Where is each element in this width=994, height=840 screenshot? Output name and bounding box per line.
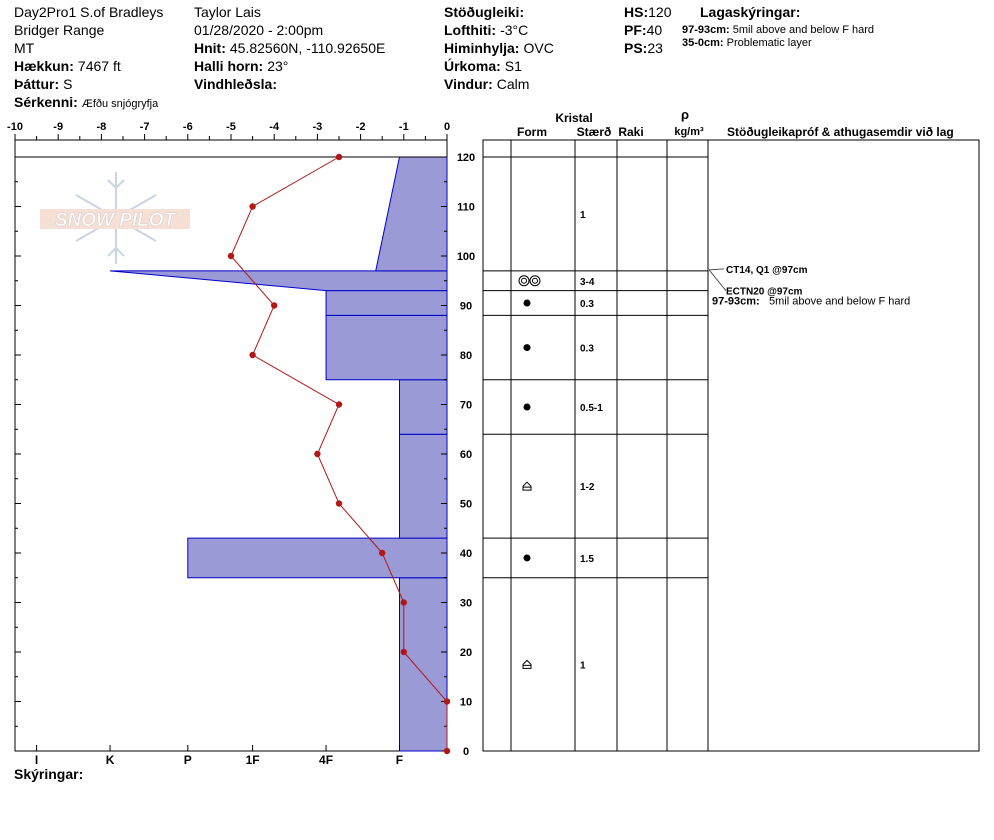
- height-tick-label: 0: [462, 746, 470, 758]
- height-tick-label: 80: [459, 350, 473, 362]
- layer-comment-range: 97-93cm:: [712, 295, 760, 308]
- temperature-point: [444, 698, 450, 704]
- features-label: Sérkenni:: [14, 94, 78, 110]
- ps-label: PS:: [624, 40, 648, 56]
- sky-value: OVC: [523, 40, 554, 56]
- legend-label: Skýringar:: [14, 766, 84, 782]
- hardness-tick-label: K: [105, 753, 115, 767]
- features-value: Æfðu snjógryfja: [81, 98, 159, 110]
- stability-header: Stöðugleikapróf & athugasemdir við lag: [727, 125, 954, 139]
- hardness-tick-label: P: [183, 753, 192, 767]
- location-name: Day2Pro1 S.of Bradleys: [14, 4, 164, 20]
- form-header: Form: [517, 125, 547, 139]
- surface-hoar-icon: [522, 278, 527, 283]
- temperature-point: [336, 500, 342, 506]
- temperature-point: [336, 401, 342, 407]
- height-tick-label: 110: [457, 201, 475, 214]
- density-unit-header: kg/m³: [674, 126, 704, 138]
- temp-tick-label: -4: [269, 121, 280, 133]
- height-tick-label: 60: [459, 449, 473, 461]
- stability-test: ECTN20 @97cm: [726, 286, 803, 298]
- wind-label: Vindur:: [444, 76, 493, 92]
- logo-text: SNOW PILOT: [54, 210, 176, 231]
- temperature-point: [401, 649, 407, 655]
- layer-note-range: 97-93cm:: [682, 24, 730, 36]
- temperature-point: [228, 253, 234, 259]
- surface-hoar-icon: [519, 276, 529, 286]
- wind-loading-label: Vindhleðsla:: [194, 76, 277, 92]
- stability-tests: [709, 265, 910, 308]
- observer-name: Taylor Lais: [194, 4, 261, 20]
- layer-size: 1-2: [580, 482, 595, 494]
- temp-tick-label: -5: [226, 121, 236, 133]
- coords-label: Hnit:: [194, 40, 226, 56]
- hardness-tick-label: F: [395, 753, 404, 767]
- height-tick-label: 40: [459, 548, 473, 560]
- layer-notes-title: Lagaskýringar:: [700, 4, 801, 20]
- air-temp-label: Lofthiti:: [444, 22, 497, 38]
- rounds-icon: [524, 300, 531, 307]
- slope-value: 23°: [267, 58, 289, 74]
- height-tick-label: 10: [459, 696, 473, 709]
- stability-test: CT14, Q1 @97cm: [726, 264, 808, 276]
- snow-pilot-logo: [40, 172, 190, 264]
- sky-label: Himinhylja:: [444, 40, 520, 56]
- temp-tick-label: -10: [7, 121, 23, 133]
- hardness-layer: [326, 315, 447, 379]
- temperature-point: [444, 748, 450, 754]
- layer-note-range: 35-0cm:: [682, 37, 724, 49]
- rounds-icon: [524, 554, 531, 561]
- test-pointer: [709, 270, 726, 291]
- coords-value: 45.82560N, -110.92650E: [229, 40, 386, 56]
- height-tick-label: 70: [459, 399, 473, 412]
- hs-value: 120: [648, 4, 672, 20]
- depth-hoar-icon: [523, 660, 531, 668]
- height-tick-label: 50: [459, 498, 473, 511]
- hs-label: HS:: [624, 4, 649, 20]
- precip-value: S1: [504, 58, 522, 74]
- size-header: Stærð: [576, 125, 612, 139]
- hardness-layer: [376, 157, 447, 271]
- layer-comment-text: 5mil above and below F hard: [769, 295, 911, 308]
- crystal-header: Kristal: [555, 111, 593, 125]
- aspect-label: Þáttur:: [14, 76, 60, 92]
- hardness-layer: [110, 271, 447, 291]
- layer-note-text: Problematic layer: [726, 37, 812, 49]
- hardness-layer: [399, 434, 447, 538]
- pf-label: PF:: [624, 22, 647, 38]
- temp-tick-label: 0: [443, 121, 451, 133]
- air-temp-value: -3°C: [500, 22, 529, 38]
- hardness-layer: [399, 380, 447, 434]
- hardness-profile: [110, 157, 447, 751]
- layer-size: 0.3: [580, 299, 594, 311]
- layer-note-text: 5mil above and below F hard: [732, 24, 875, 36]
- temperature-axis: [7, 121, 450, 140]
- observation-datetime: 01/28/2020 - 2:00pm: [194, 22, 324, 38]
- temperature-point: [379, 550, 385, 556]
- temp-tick-label: -6: [182, 121, 193, 133]
- height-tick-label: 20: [459, 647, 473, 659]
- layer-size: 0.3: [580, 343, 594, 355]
- rounds-icon: [524, 403, 531, 410]
- temp-tick-label: -8: [96, 121, 107, 133]
- temperature-point: [401, 599, 407, 605]
- temperature-point: [336, 154, 342, 160]
- rounds-icon: [524, 344, 531, 351]
- stability-label: Stöðugleiki:: [444, 4, 525, 20]
- hardness-tick-label: I: [34, 753, 39, 767]
- height-tick-label: 90: [459, 300, 473, 313]
- layer-rows: [483, 157, 708, 671]
- precip-label: Úrkoma:: [444, 58, 501, 74]
- hardness-tick-label: 4F: [319, 753, 334, 767]
- layer-size: 0.5-1: [580, 402, 603, 414]
- state-name: MT: [14, 40, 35, 56]
- temperature-point: [314, 451, 320, 457]
- plot-frame: [15, 140, 447, 751]
- rho-header: ρ: [680, 107, 690, 122]
- temp-tick-label: -1: [398, 121, 409, 133]
- elevation-label: Hækkun:: [14, 58, 74, 74]
- aspect-value: S: [63, 76, 73, 92]
- height-tick-label: 30: [459, 597, 473, 610]
- hardness-layer: [326, 291, 447, 316]
- layer-size: 1: [580, 209, 586, 221]
- temperature-point: [249, 203, 255, 209]
- hardness-layer: [188, 538, 447, 578]
- moisture-header: Raki: [618, 125, 644, 139]
- temp-tick-label: -3: [312, 121, 323, 133]
- layer-table-frame: [483, 140, 979, 751]
- test-pointer: [709, 269, 724, 270]
- temperature-point: [249, 352, 255, 358]
- slope-label: Halli horn:: [194, 58, 264, 74]
- height-tick-label: 100: [456, 251, 476, 263]
- layer-size: 3-4: [580, 276, 595, 288]
- surface-hoar-icon: [533, 278, 538, 283]
- ps-value: 23: [647, 40, 663, 56]
- depth-hoar-icon: [523, 482, 531, 490]
- surface-hoar-icon: [530, 276, 540, 286]
- wind-value: Calm: [496, 76, 530, 92]
- elevation-value: 7467 ft: [77, 58, 121, 74]
- range-name: Bridger Range: [14, 22, 105, 38]
- temp-tick-label: -9: [53, 121, 64, 133]
- hardness-axis: [35, 745, 403, 767]
- layer-size: 1: [580, 660, 586, 672]
- temp-tick-label: -7: [139, 121, 150, 133]
- temp-tick-label: -2: [355, 121, 366, 133]
- pf-value: 40: [646, 22, 663, 38]
- layer-size: 1.5: [580, 553, 594, 565]
- temperature-point: [271, 302, 277, 308]
- hardness-tick-label: 1F: [245, 753, 260, 767]
- height-tick-label: 120: [456, 152, 476, 164]
